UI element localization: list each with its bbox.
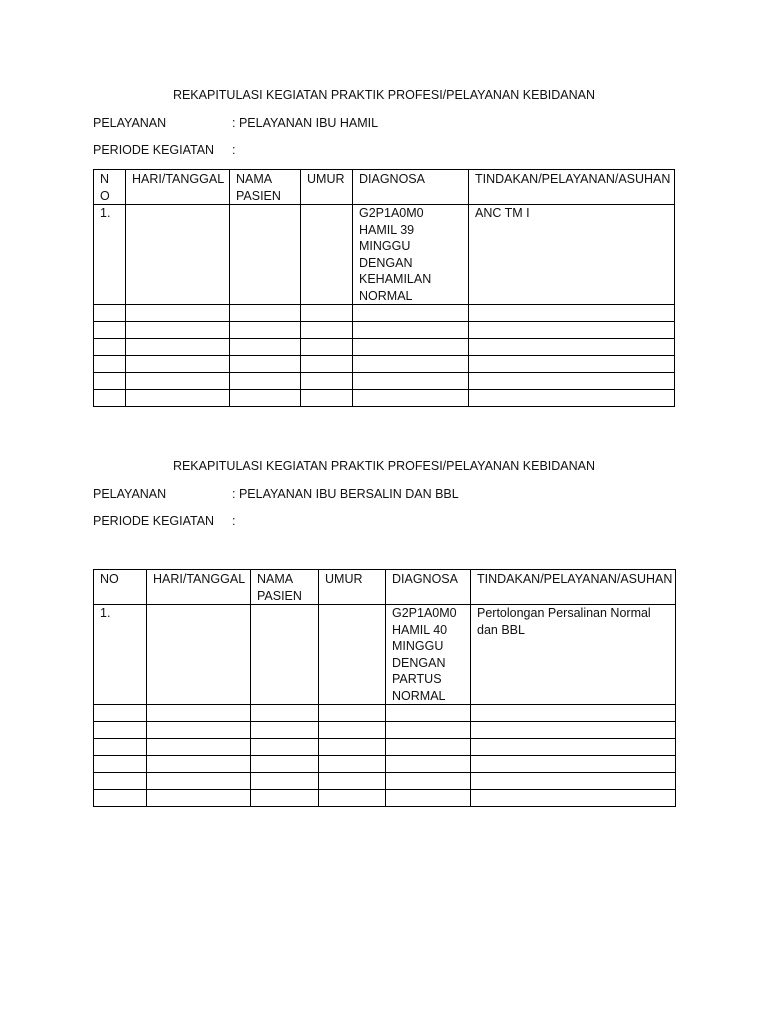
header-diagnosa: DIAGNOSA: [386, 570, 471, 605]
periode-value: :: [232, 143, 236, 157]
cell-hari-tanggal: [147, 605, 251, 705]
cell-no: 1.: [94, 605, 147, 705]
rekap-table: [93, 169, 675, 407]
header-tindakan: TINDAKAN/PELAYANAN/ASUHAN: [471, 570, 676, 605]
header-umur: UMUR: [319, 570, 386, 605]
section-title: REKAPITULASI KEGIATAN PRAKTIK PROFESI/PELAYANAN KEBIDANAN: [172, 88, 596, 102]
table-row-empty: [94, 339, 675, 356]
cell-diagnosa: G2P1A0M0 HAMIL 40 MINGGU DENGAN PARTUS NORMAL: [386, 605, 471, 705]
periode-label: PERIODE KEGIATAN: [93, 143, 215, 157]
header-hari-tanggal: HARI/TANGGAL: [147, 570, 251, 605]
cell-tindakan: ANC TM I: [469, 205, 675, 305]
cell-umur: [319, 605, 386, 705]
table-header-row: [94, 170, 675, 205]
table-row-empty: [94, 356, 675, 373]
cell-nama-pasien: [230, 205, 301, 305]
table-row-empty: [94, 390, 675, 407]
table-header-row: [94, 570, 676, 605]
pelayanan-label: PELAYANAN: [93, 487, 167, 501]
pelayanan-label: PELAYANAN: [93, 116, 167, 130]
table-row-empty: [94, 305, 675, 322]
table-row-empty: [94, 790, 676, 807]
header-no: N O: [94, 170, 126, 205]
table-row-empty: [94, 722, 676, 739]
table-row-empty: [94, 739, 676, 756]
pelayanan-value: : PELAYANAN IBU BERSALIN DAN BBL: [232, 487, 459, 501]
periode-value: :: [232, 514, 236, 528]
table-row-empty: [94, 756, 676, 773]
table-row-empty: [94, 773, 676, 790]
cell-hari-tanggal: [126, 205, 230, 305]
header-diagnosa: DIAGNOSA: [353, 170, 469, 205]
header-no: NO: [94, 570, 147, 605]
header-nama-pasien: NAMA PASIEN: [251, 570, 319, 605]
periode-label: PERIODE KEGIATAN: [93, 514, 215, 528]
cell-nama-pasien: [251, 605, 319, 705]
section-title: REKAPITULASI KEGIATAN PRAKTIK PROFESI/PELAYANAN KEBIDANAN: [172, 459, 596, 473]
pelayanan-value: : PELAYANAN IBU HAMIL: [232, 116, 379, 130]
rekap-table: [93, 569, 676, 807]
header-hari-tanggal: HARI/TANGGAL: [126, 170, 230, 205]
cell-umur: [301, 205, 353, 305]
table-row: [94, 605, 676, 705]
cell-tindakan: Pertolongan Persalinan Normal dan BBL: [471, 605, 676, 705]
header-umur: UMUR: [301, 170, 353, 205]
cell-no: 1.: [94, 205, 126, 305]
header-nama-pasien: NAMA PASIEN: [230, 170, 301, 205]
header-tindakan: TINDAKAN/PELAYANAN/ASUHAN: [469, 170, 675, 205]
table-row-empty: [94, 322, 675, 339]
table-row-empty: [94, 705, 676, 722]
table-row-empty: [94, 373, 675, 390]
cell-diagnosa: G2P1A0M0 HAMIL 39 MINGGU DENGAN KEHAMILAN NORMAL: [353, 205, 469, 305]
table-row: [94, 205, 675, 305]
